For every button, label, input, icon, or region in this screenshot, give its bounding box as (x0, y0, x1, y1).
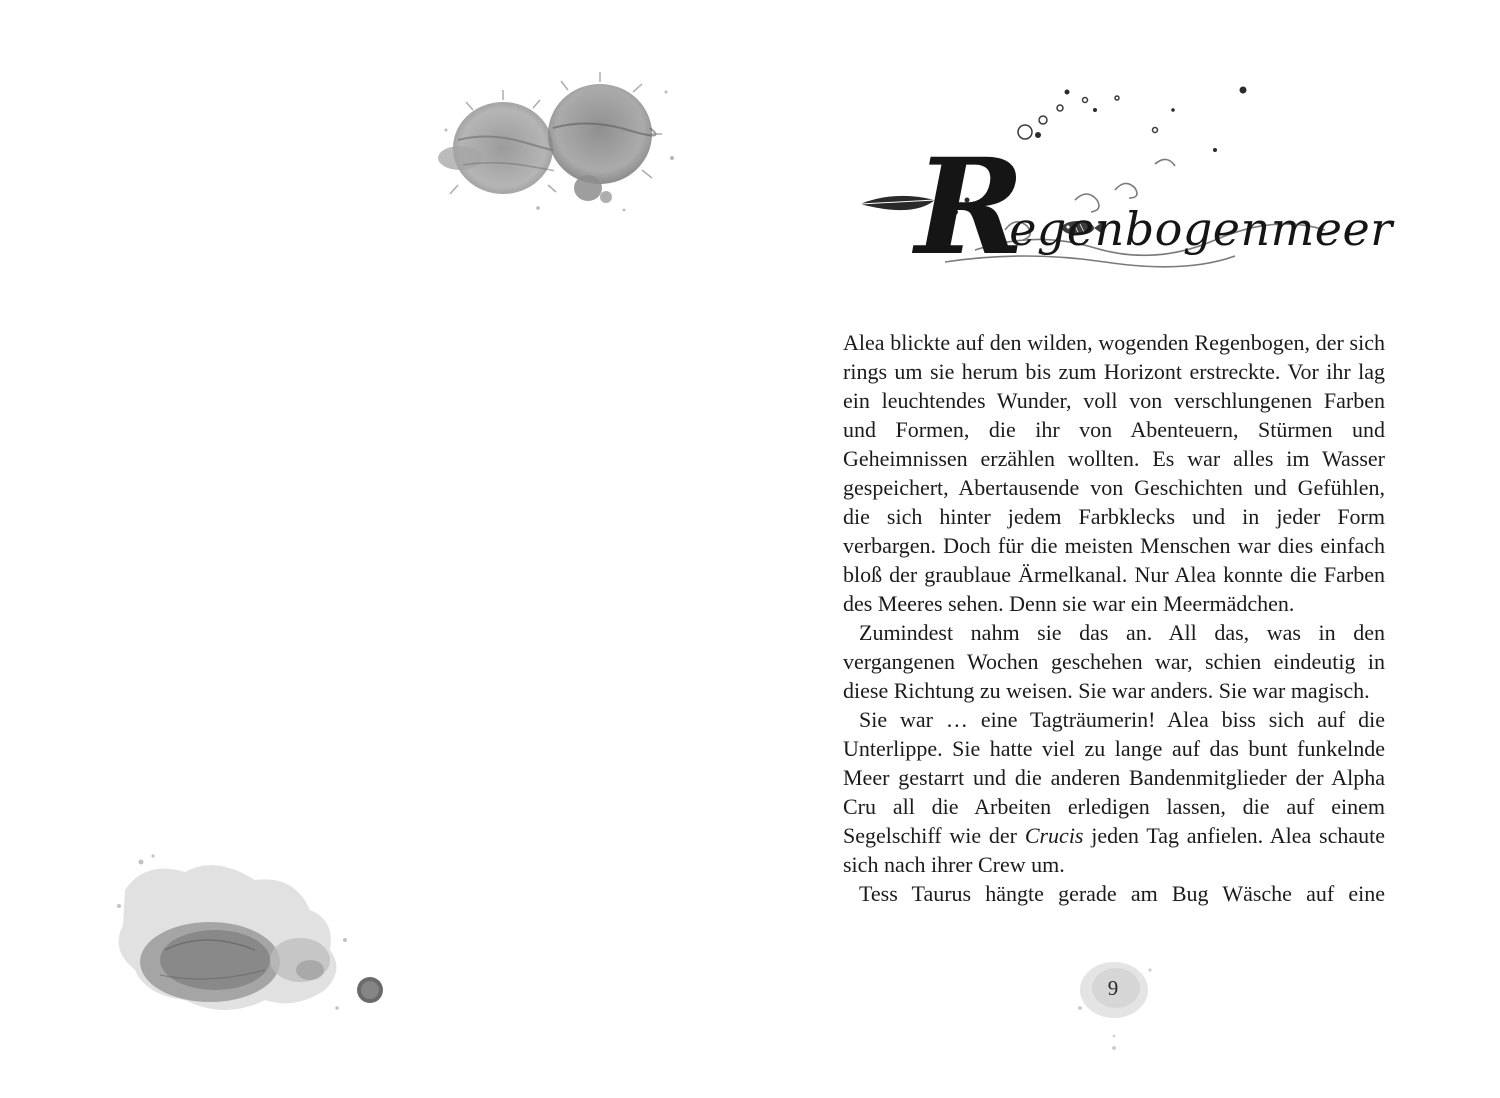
page-number: 9 (1107, 976, 1119, 1000)
paragraph-text: Zumindest nahm sie das an. All das, was in den vergangenen Wochen geschehen war, schien eindeutig in diese Richtung zu weisen. Sie war anders. Sie war magisch. (843, 620, 1385, 703)
italic-text: Crucis (1024, 823, 1084, 848)
paragraph (843, 879, 1385, 908)
page-number-area (1070, 958, 1160, 1058)
paragraph (843, 705, 1385, 879)
paragraph-text: Tess Taurus hängte gerade am Bug Wäsche auf eine (859, 881, 1385, 906)
paragraph-text: Alea blickte auf den wilden, wogenden Regenbogen, der sich rings um sie herum bis zum Horizont erstreckte. Vor ihr lag ein leuchtendes Wunder, voll von verschlungenen Farben und Formen, die ihr von Abenteuern, Stürmen und Geheimnissen erzählen wollten. Es war alles im Wasser gespeichert, Abertausende von Geschichten und Gefühlen, die sich hinter jedem Farbklecks und in jeder Form verbargen. Doch für die meisten Menschen war dies einfach bloß der graublaue Ärmelkanal. Nur Alea konnte die Farben des Meeres sehen. Denn sie war ein Meermädchen. (843, 330, 1385, 616)
watercolor-splash-top (428, 70, 698, 220)
chapter-title-rest: egenbogenmeer (1009, 202, 1393, 256)
paragraph-text: jeden Tag anfielen. Alea schaute sich nach ihrer Crew um. (843, 823, 1385, 877)
paragraph-text: Sie war … eine Tagträumerin! Alea biss sich auf die Unterlippe. Sie hatte viel zu lange auf das bunt funkelnde Meer gestarrt und die anderen Bandenmitglieder der Alpha Cru all die Arbeiten erledigen lassen, die auf einem Segelschiff wie der (843, 707, 1385, 848)
paragraph (843, 618, 1385, 705)
body-text (843, 328, 1385, 908)
page-number-blot (1070, 958, 1160, 1058)
chapter-heading (855, 80, 1393, 290)
watercolor-splash-bottom (105, 850, 395, 1025)
paragraph (843, 328, 1385, 618)
chapter-title (915, 130, 1393, 285)
chapter-title-initial: R (915, 130, 1026, 285)
